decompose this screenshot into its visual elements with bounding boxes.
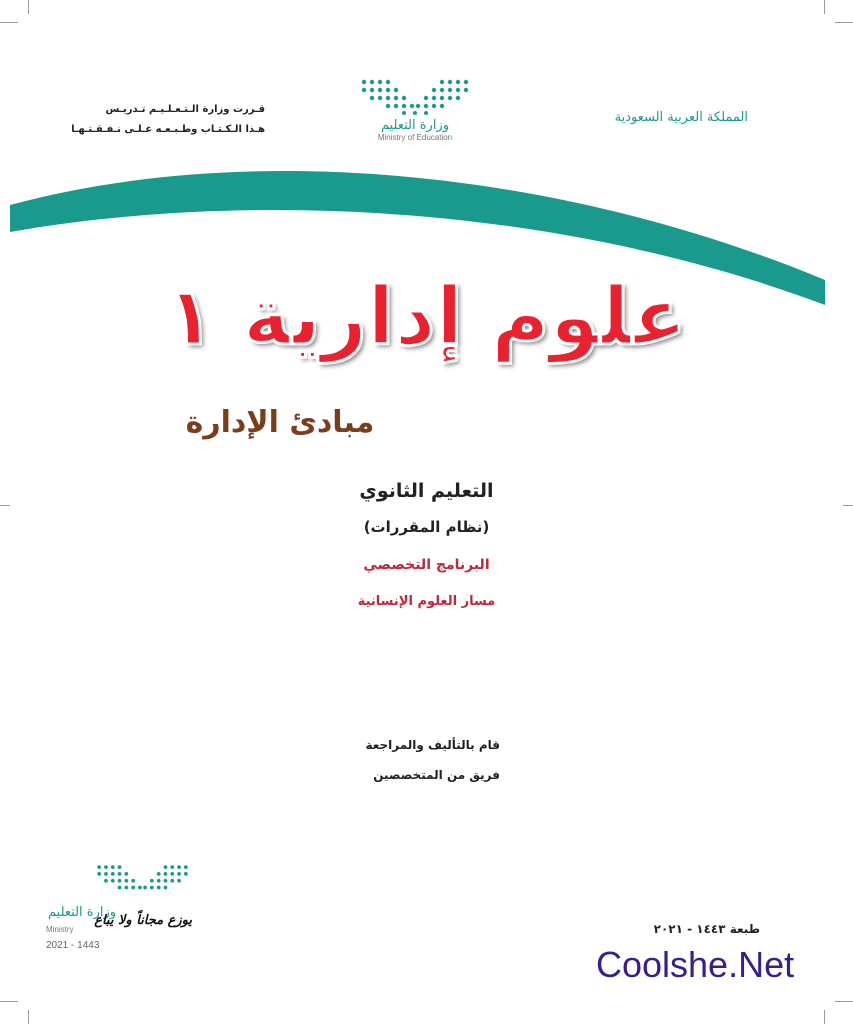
crop-mark xyxy=(0,1001,18,1002)
ministry-decree xyxy=(60,100,265,140)
decree-line-1: قـررت وزارة الـتـعـلـيـم تـدريـس xyxy=(105,104,265,115)
ministry-name-ar-bottom: وزارة التعليم xyxy=(48,905,117,920)
ministry-logo-icon xyxy=(360,76,470,116)
ministry-logo-small-icon xyxy=(95,862,190,896)
authoring-credit: قام بالتأليف والمراجعة xyxy=(365,738,500,752)
book-subtitle: مبادئ الإدارة xyxy=(185,405,375,440)
kingdom-label: المملكة العربية السعودية xyxy=(614,110,748,125)
crop-mark xyxy=(28,0,29,14)
ministry-logo xyxy=(320,76,510,142)
track-name: مسار العلوم الإنسانية xyxy=(357,594,496,609)
crop-mark xyxy=(0,505,10,506)
authors-team: فريق من المتخصصين xyxy=(373,768,500,782)
crop-mark xyxy=(824,1010,825,1024)
crop-mark xyxy=(0,22,18,23)
ministry-name-en: Ministry of Education xyxy=(377,133,453,142)
crop-mark xyxy=(843,505,853,506)
free-distribution-note: يوزع مجاناً ولا يباع xyxy=(94,913,192,928)
book-title: علوم إدارية ١ xyxy=(165,270,688,363)
crop-mark xyxy=(28,1010,29,1024)
decree-line-2: هـذا الـكـتـاب وطـبـعـه عـلـى نـفـقـتـهـا xyxy=(71,124,265,135)
edition-label: طبعة ١٤٤٣ - ٢٠٢١ xyxy=(653,922,760,936)
print-year: 2021 - 1443 xyxy=(46,940,100,951)
crop-mark xyxy=(835,22,853,23)
site-watermark: Coolshe.Net xyxy=(596,944,795,985)
ministry-name-en-bottom: Ministry xyxy=(46,925,74,934)
crop-mark xyxy=(835,1001,853,1002)
ministry-name-ar: وزارة التعليم xyxy=(380,118,450,133)
crop-mark xyxy=(824,0,825,14)
education-level: التعليم الثانوي xyxy=(359,480,494,502)
program-name: البرنامج التخصصي xyxy=(363,557,490,573)
course-system: (نظام المقررات) xyxy=(363,518,490,536)
